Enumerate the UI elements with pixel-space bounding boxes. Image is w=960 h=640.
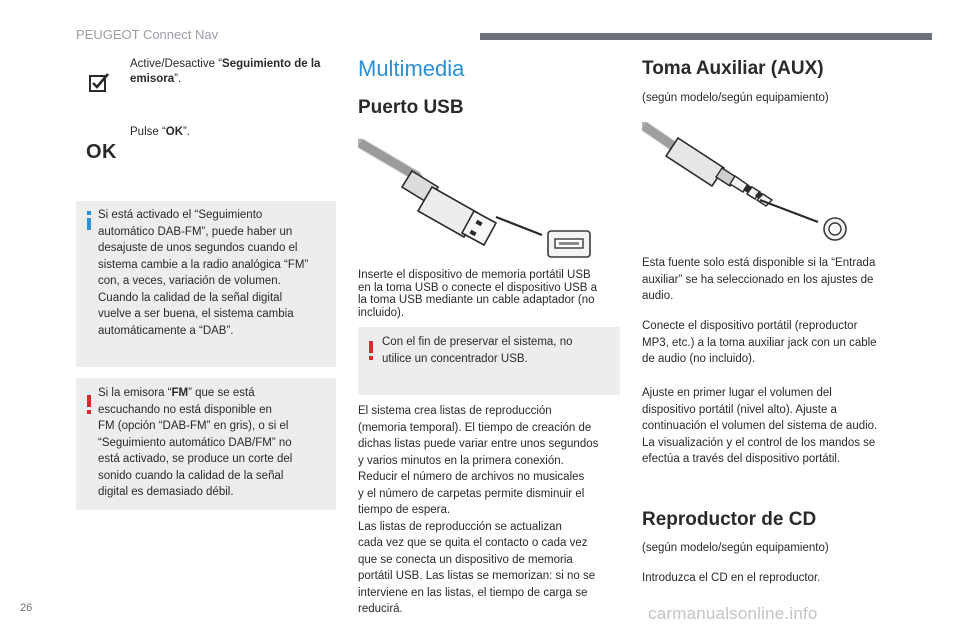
watermark: carmanualsonline.info — [648, 604, 818, 623]
aux-text-1: Esta fuente solo está disponible si la “Entrada auxiliar” se ha seleccionado en los ajustes de audio. — [642, 257, 876, 302]
usb-plug-illustration — [358, 133, 598, 261]
cd-insert-text: Introduzca el CD en el reproductor. — [642, 572, 821, 584]
warning-note-box — [76, 378, 336, 510]
step-ok-text: Pulse “OK”. — [130, 126, 191, 138]
warning-note-text: Si la emisora “FM” que se está escuchando no está disponible en FM (opción “DAB-FM” en gris), o si el “Seguimiento automático DAB/FM” no está activado, se produce un corte del sonido cuando la calidad de la señal digital es demasiado débil. — [98, 387, 293, 498]
running-header: PEUGEOT Connect Nav — [76, 27, 219, 42]
info-note-text: Si está activado el “Seguimiento automático DAB-FM”, puede haber un desajuste de unos segundos cuando el sistema cambie a la radio analógica “FM” con, a veces, variación de volumen. Cuando la calidad de la señal digital vuelve a ser buena, el sistema cambia automáticamente a “DAB”. — [98, 209, 309, 337]
aux-text-3: Ajuste en primer lugar el volumen del dispositivo portátil (nivel alto). Ajuste a continuación el volumen del sistema de audio. La visualización y el control de los mandos se efectúa a través del dispositivo portátil. — [642, 387, 878, 465]
heading-aux: Toma Auxiliar (AUX) — [642, 58, 824, 79]
aux-model-note: (según modelo/según equipamiento) — [642, 92, 829, 104]
warning-icon — [369, 341, 373, 353]
info-icon — [87, 211, 91, 215]
usb-warning-text: Con el fin de preservar el sistema, no utilice un concentrador USB. — [382, 336, 573, 365]
aux-jack-illustration — [642, 122, 862, 246]
heading-cd: Reproductor de CD — [642, 509, 817, 530]
checkbox-tick-icon — [88, 70, 112, 94]
playlist-text: El sistema crea listas de reproducción (memoria temporal). El tiempo de creación de dichas listas puede variar entre unos segundos y varios minutos en la primera conexión. Reducir el número de archivos no musicales y el número de carpetas permite disminuir el tiempo de espera. Las listas de reproducción se actualizan cada vez que se quita el contacto o cada vez que se conecta un dispositivo de memoria portátil USB. Las listas se memorizan: si no se interviene en las listas, el tiempo de carga se reducirá. — [358, 405, 599, 615]
usb-intro-text: Inserte el dispositivo de memoria portátil USB en la toma USB o conecte el dispositivo USB a la toma USB mediante un cable adaptador (no incluido). — [358, 269, 598, 319]
heading-usb: Puerto USB — [358, 97, 464, 118]
header-bar — [480, 33, 932, 40]
warning-icon — [87, 395, 91, 407]
info-note-box — [76, 201, 336, 367]
usb-warning-box — [358, 327, 620, 395]
warning-icon-dot — [369, 356, 373, 360]
page-number: 26 — [20, 602, 33, 614]
aux-text-2: Conecte el dispositivo portátil (reproductor MP3, etc.) a la toma auxiliar jack con un cable de audio (no incluido). — [642, 320, 877, 365]
ok-icon: OK — [86, 141, 117, 163]
info-icon-bar — [87, 218, 91, 230]
section-title-multimedia: Multimedia — [358, 56, 465, 81]
warning-icon-dot — [87, 410, 91, 414]
cd-model-note: (según modelo/según equipamiento) — [642, 542, 829, 554]
step-tracking-text: Active/Desactive “Seguimiento de la emisora”. — [130, 58, 321, 85]
